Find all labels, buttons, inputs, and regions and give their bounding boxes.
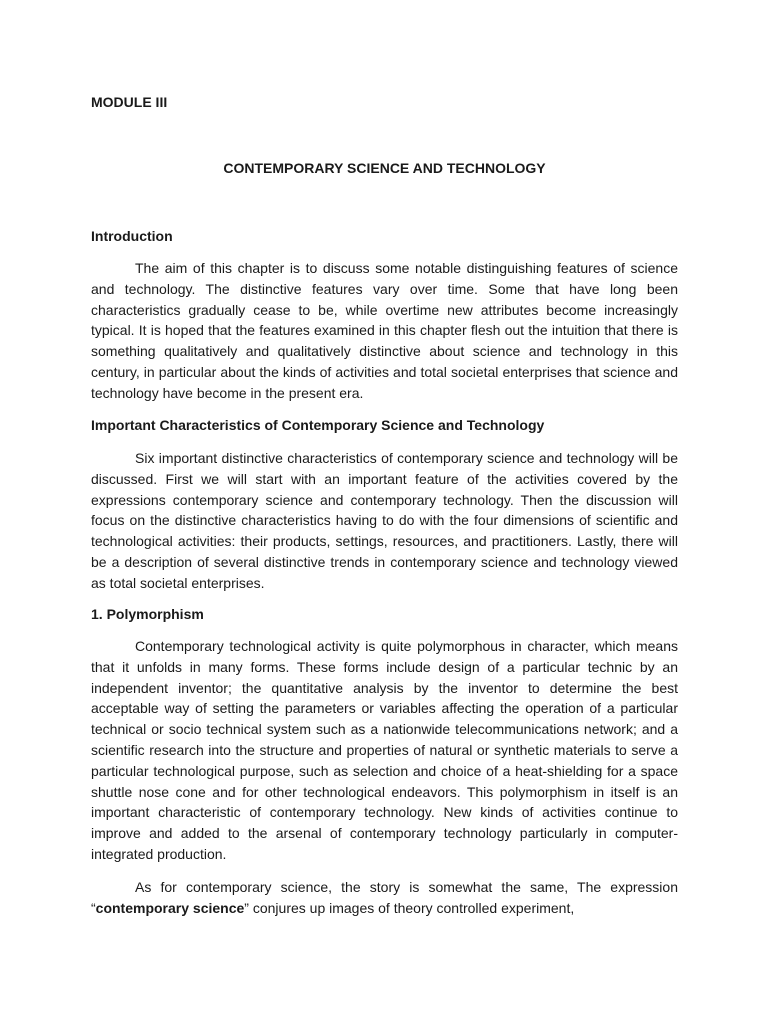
paragraph-text-before: As for contemporary science, the story is somewhat the same, The expression “ [91, 879, 678, 916]
paragraph-text-after: ” conjures up images of theory controlled experiment, [244, 899, 575, 916]
bold-term-contemporary-science: contemporary science [95, 899, 245, 916]
introduction-heading: Introduction [91, 228, 173, 244]
module-label: MODULE III [91, 94, 168, 110]
document-page [91, 0, 678, 1024]
contemporary-science-paragraph [91, 877, 678, 919]
introduction-paragraph: The aim of this chapter is to discuss some notable distinguishing features of science and technology. The distinctive features vary over time. Some that have long been characteristics gradually cease to be, while overtime new attributes become increasingly typical. It is hoped that the features examined in this chapter flesh out the intuition that there is something qualitatively and qualitatively distinctive about science and technology in this century, in particular about the kinds of activities and total societal enterprises that science and technology have become in the present era. [91, 260, 678, 401]
polymorphism-heading: 1. Polymorphism [91, 606, 204, 622]
polymorphism-paragraph: Contemporary technological activity is quite polymorphous in character, which means that it unfolds in many forms. These forms include design of a particular technic by an independent inventor; the quantitative analysis by the inventor to determine the best acceptable way of setting the parameters or variables affecting the operation of a particular technical or socio technical system such as a nationwide telecommunications network; and a scientific research into the structure and properties of natural or synthetic materials to serve a particular technological purpose, such as selection and choice of a heat-shielding for a space shuttle nose cone and for other technological endeavors. This polymorphism in itself is an important characteristic of contemporary technology. New kinds of activities continue to improve and added to the arsenal of contemporary technology particularly in computer-integrated production. [91, 638, 678, 862]
characteristics-paragraph: Six important distinctive characteristics of contemporary science and technology will be discussed. First we will start with an important feature of the activities covered by the expressions contemporary science and contemporary technology. Then the discussion will focus on the distinctive characteristics having to do with the four dimensions of scientific and technological activities: their products, settings, resources, and practitioners. Lastly, there will be a description of several distinctive trends in contemporary science and technology viewed as total societal enterprises. [91, 450, 678, 591]
document-title: CONTEMPORARY SCIENCE AND TECHNOLOGY [223, 160, 546, 176]
characteristics-heading: Important Characteristics of Contemporary Science and Technology [91, 417, 545, 433]
